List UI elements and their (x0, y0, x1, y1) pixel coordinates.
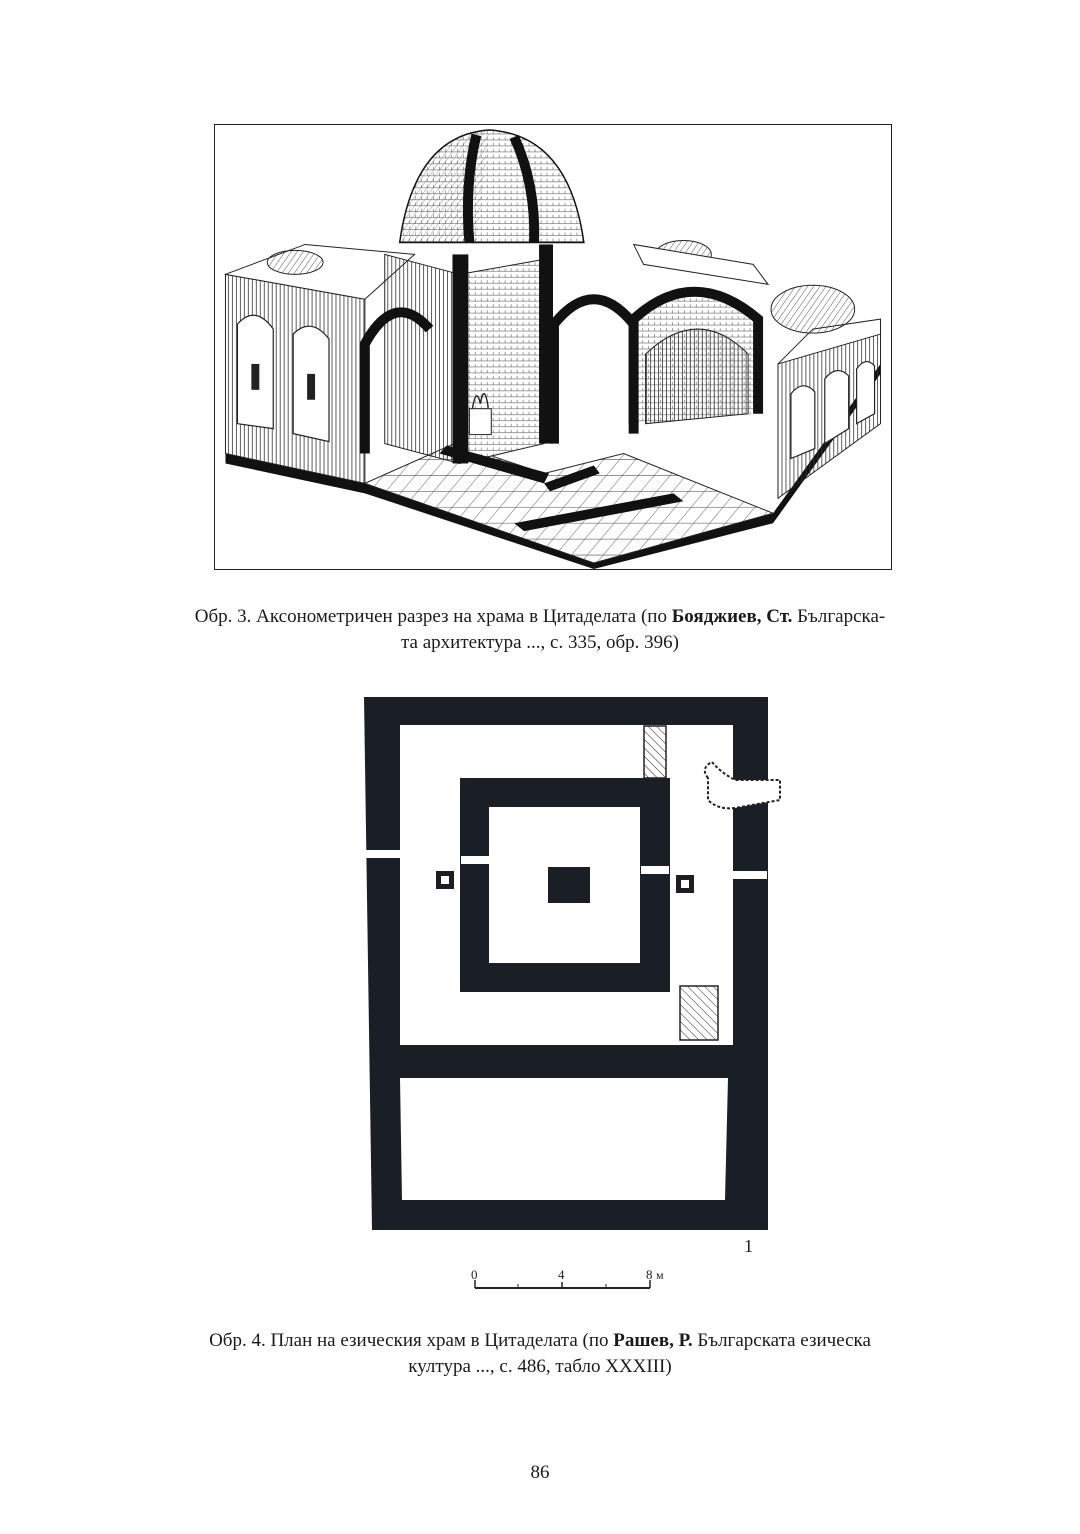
figure-4-caption-line2: култура ..., с. 486, табло XXXIII) (408, 1356, 672, 1377)
scale-unit: м (656, 1268, 664, 1282)
figure-4-caption-text: Обр. 4. План на езическия храм в Цитаделата (по (209, 1330, 614, 1351)
figure-4-caption-text-tail: Българската езическа (692, 1330, 871, 1351)
scale-bar (471, 1267, 664, 1288)
scale-label-0: 0 (471, 1267, 478, 1282)
figure-3-caption-author: Бояджиев, Ст. (671, 606, 793, 627)
temple-floor-plan (340, 690, 800, 1300)
scale-label-4: 4 (558, 1267, 565, 1282)
figure-3-caption-line2: та архитектура ..., с. 335, обр. 396) (401, 632, 679, 653)
figure-3-caption-text-tail: Българска- (792, 606, 886, 627)
axonometric-section-illustration (214, 124, 892, 570)
figure-4-caption-author: Рашев, Р. (613, 1330, 693, 1351)
page-number: 86 (530, 1462, 550, 1483)
figure-4-caption (100, 1328, 980, 1380)
figure-3-caption-text: Обр. 3. Аксонометричен разрез на храма в Цитаделата (по (194, 606, 672, 627)
plan-number: 1 (744, 1236, 753, 1256)
scale-label-8: 8 (646, 1267, 653, 1282)
figure-3-caption (100, 604, 980, 656)
